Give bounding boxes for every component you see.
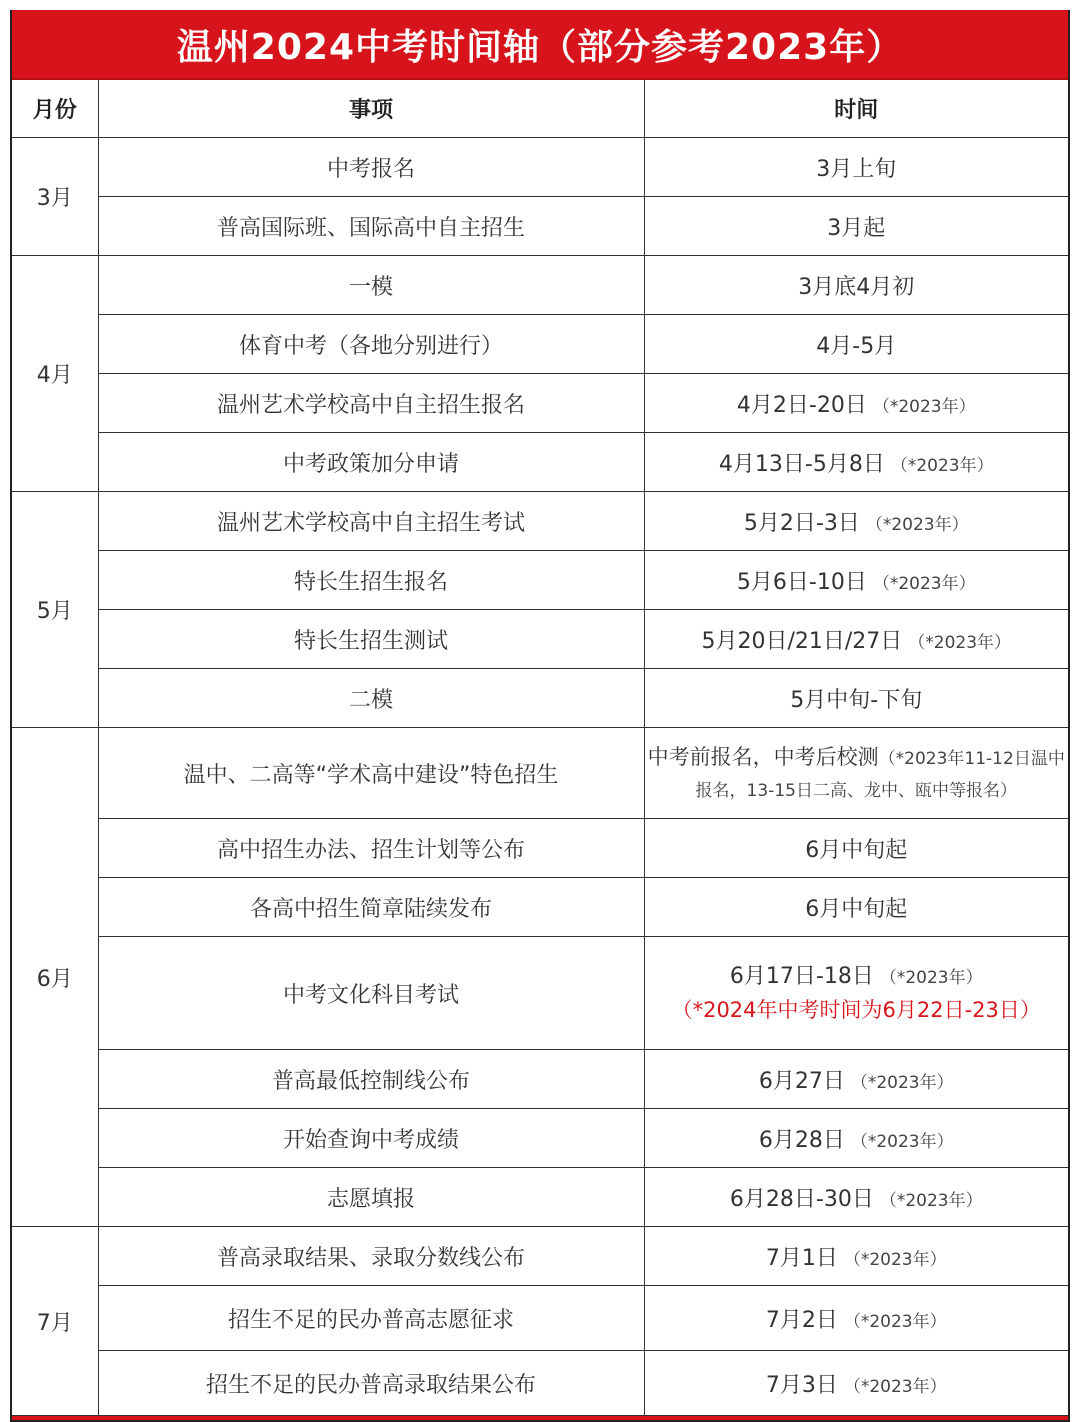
item-cell: 中考报名 xyxy=(98,138,644,197)
highlight-note: （*2024年中考时间为6月22日-23日） xyxy=(671,997,1041,1022)
time-value: 中考前报名，中考后校测 xyxy=(647,745,879,769)
time-value: 6月中旬起 xyxy=(805,896,908,922)
time-value: 6月17日-18日 xyxy=(729,963,874,989)
table-row xyxy=(12,256,1068,315)
time-value: 5月6日-10日 xyxy=(736,569,867,595)
time-value: 7月2日 xyxy=(765,1307,838,1333)
time-value: 6月28日 xyxy=(758,1127,845,1153)
header-month: 月份 xyxy=(12,80,98,138)
month-cell-april: 4月 xyxy=(12,256,98,492)
item-cell: 特长生招生测试 xyxy=(98,610,644,669)
time-cell xyxy=(644,492,1068,551)
year-note: （*2023年） xyxy=(843,1311,947,1332)
time-cell xyxy=(644,197,1068,256)
time-cell xyxy=(644,374,1068,433)
year-note: （*2023年） xyxy=(872,573,976,594)
table-header-row xyxy=(12,80,1068,138)
time-value: 3月起 xyxy=(827,215,886,241)
time-cell xyxy=(644,315,1068,374)
header-time: 时间 xyxy=(644,80,1068,138)
bottom-accent-bar xyxy=(12,1416,1068,1420)
table-row xyxy=(12,819,1068,878)
time-cell xyxy=(644,1168,1068,1227)
table-row xyxy=(12,1050,1068,1109)
item-cell: 体育中考（各地分别进行） xyxy=(98,315,644,374)
item-cell: 温州艺术学校高中自主招生考试 xyxy=(98,492,644,551)
item-cell: 一模 xyxy=(98,256,644,315)
time-cell xyxy=(644,1286,1068,1351)
time-cell xyxy=(644,138,1068,197)
time-cell xyxy=(644,1050,1068,1109)
item-cell: 开始查询中考成绩 xyxy=(98,1109,644,1168)
time-cell xyxy=(644,878,1068,937)
time-cell xyxy=(644,937,1068,1050)
time-value: 4月2日-20日 xyxy=(736,392,867,418)
time-cell xyxy=(644,669,1068,728)
table-row xyxy=(12,1227,1068,1286)
timeline-document xyxy=(10,10,1070,1422)
item-cell: 二模 xyxy=(98,669,644,728)
table-row xyxy=(12,433,1068,492)
table-row xyxy=(12,878,1068,937)
time-value: 6月28日-30日 xyxy=(729,1186,874,1212)
header-item: 事项 xyxy=(98,80,644,138)
year-note: （*2023年） xyxy=(843,1376,947,1397)
time-cell xyxy=(644,1351,1068,1416)
year-note: （*2023年） xyxy=(908,632,1012,653)
year-note: （*2023年） xyxy=(850,1072,954,1093)
item-cell: 普高最低控制线公布 xyxy=(98,1050,644,1109)
item-cell: 招生不足的民办普高录取结果公布 xyxy=(98,1351,644,1416)
table-row xyxy=(12,669,1068,728)
year-note: （*2023年） xyxy=(843,1249,947,1270)
table-row xyxy=(12,374,1068,433)
time-value: 5月2日-3日 xyxy=(743,510,860,536)
table-row xyxy=(12,315,1068,374)
time-value: 5月中旬-下旬 xyxy=(790,687,923,713)
time-value: 7月3日 xyxy=(765,1372,838,1398)
year-note: （*2023年） xyxy=(850,1131,954,1152)
time-cell xyxy=(644,433,1068,492)
page-title: 温州2024中考时间轴（部分参考2023年） xyxy=(12,10,1068,80)
month-cell-march: 3月 xyxy=(12,138,98,256)
item-cell: 志愿填报 xyxy=(98,1168,644,1227)
item-cell: 招生不足的民办普高志愿征求 xyxy=(98,1286,644,1351)
item-cell: 特长生招生报名 xyxy=(98,551,644,610)
month-cell-july: 7月 xyxy=(12,1227,98,1416)
year-note: （*2023年） xyxy=(879,967,983,988)
item-cell: 普高国际班、国际高中自主招生 xyxy=(98,197,644,256)
item-cell: 中考政策加分申请 xyxy=(98,433,644,492)
item-cell: 高中招生办法、招生计划等公布 xyxy=(98,819,644,878)
time-value: 6月27日 xyxy=(758,1068,845,1094)
item-cell: 普高录取结果、录取分数线公布 xyxy=(98,1227,644,1286)
table-row xyxy=(12,728,1068,819)
table-row xyxy=(12,1351,1068,1416)
time-cell xyxy=(644,819,1068,878)
table-row xyxy=(12,551,1068,610)
year-note: （*2023年） xyxy=(890,455,994,476)
month-cell-june: 6月 xyxy=(12,728,98,1227)
time-value: 4月13日-5月8日 xyxy=(718,451,885,477)
year-note: （*2023年） xyxy=(879,1190,983,1211)
table-row xyxy=(12,492,1068,551)
table-row xyxy=(12,1168,1068,1227)
table-row xyxy=(12,1109,1068,1168)
time-value: 3月底4月初 xyxy=(798,274,915,300)
time-value: 3月上旬 xyxy=(816,156,897,182)
item-cell: 温州艺术学校高中自主招生报名 xyxy=(98,374,644,433)
time-value: 4月-5月 xyxy=(816,333,897,359)
time-cell xyxy=(644,610,1068,669)
table-row xyxy=(12,937,1068,1050)
time-cell xyxy=(644,1227,1068,1286)
table-row xyxy=(12,197,1068,256)
timeline-table xyxy=(12,80,1068,1416)
table-row xyxy=(12,1286,1068,1351)
item-cell: 各高中招生简章陆续发布 xyxy=(98,878,644,937)
time-value: 5月20日/21日/27日 xyxy=(701,628,903,654)
time-cell xyxy=(644,551,1068,610)
item-cell: 温中、二高等“学术高中建设”特色招生 xyxy=(98,728,644,819)
time-value: 7月1日 xyxy=(765,1245,838,1271)
item-cell: 中考文化科目考试 xyxy=(98,937,644,1050)
table-row xyxy=(12,610,1068,669)
time-cell xyxy=(644,728,1068,819)
year-note: （*2023年11-12日温中报名，13-15日二高、龙中、瓯中等报名） xyxy=(695,749,1065,801)
year-note: （*2023年） xyxy=(865,514,969,535)
time-cell xyxy=(644,1109,1068,1168)
month-cell-may: 5月 xyxy=(12,492,98,728)
time-cell xyxy=(644,256,1068,315)
time-value: 6月中旬起 xyxy=(805,837,908,863)
exam-time-line xyxy=(649,959,1065,994)
year-note: （*2023年） xyxy=(872,396,976,417)
table-row xyxy=(12,138,1068,197)
